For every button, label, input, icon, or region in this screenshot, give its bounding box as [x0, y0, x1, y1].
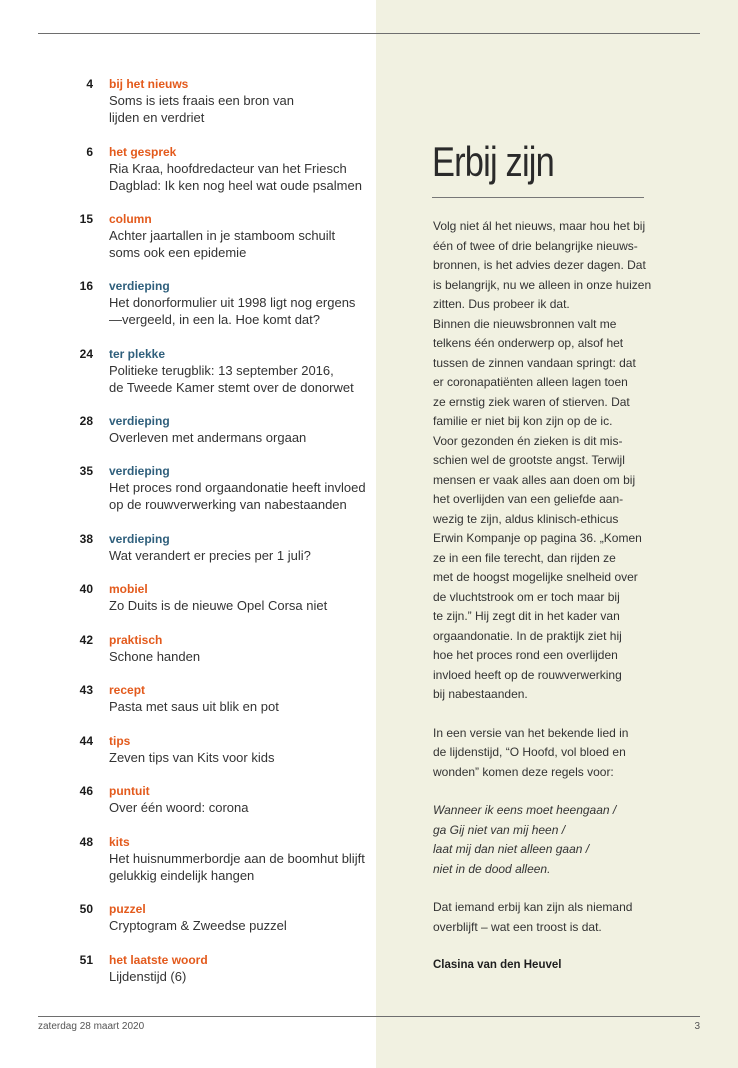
toc-category: verdieping — [109, 464, 170, 478]
toc-description: Politieke terugblik: 13 september 2016, de Tweede Kamer stemt over de donorwet — [109, 363, 354, 395]
toc-entry-body — [109, 632, 374, 665]
toc-entry-body — [109, 76, 374, 126]
toc-category: puntuit — [109, 784, 150, 798]
toc-description: Het donorformulier uit 1998 ligt nog ergens —vergeeld, in een la. Hoe komt dat? — [109, 295, 356, 327]
toc-category: tips — [109, 734, 131, 748]
toc-category: verdieping — [109, 414, 170, 428]
toc-entry-body — [109, 278, 374, 328]
toc-category: ter plekke — [109, 347, 166, 361]
toc-entry-body — [109, 783, 374, 816]
toc-description: Pasta met saus uit blik en pot — [109, 699, 279, 714]
editorial-paragraph: Volg niet ál het nieuws, maar hou het bij één of twee of drie belangrijke nieuws- bronnen, is het advies dezer dagen. Dat is belangrijk, nu we alleen in onze huizen zitten. Dus probeer ik dat. Binnen die nieuwsbronnen valt me telkens één onderwerp op, alsof het tussen de zinnen vandaan springt: dat er coronapatiënten alleen lagen toen ze ernstig ziek waren of stierven. Dat familie er niet bij kon zijn op de ic. Voor gezonden én zieken is dit mis- schien wel de grootste angst. Terwijl mensen er vaak alles aan doen om bij het overlijden van een geliefde aan- wezig te zijn, aldus klinisch-ethicus Erwin Kompanje op pagina 36. „Komen ze in een file terecht, dan rijden ze met de hoogst mogelijke snelheid over de vluchtstrook om er toch maar bij te zijn.” Hij zegt dit in het kader van orgaandonatie. In de praktijk ziet hij hoe het proces rond een overlijden invloed heeft op de rouwverwerking bij nabestaanden. — [433, 219, 652, 701]
top-rule — [38, 33, 700, 34]
toc-page-number: 16 — [79, 279, 93, 293]
toc-entry-body — [109, 901, 374, 934]
toc-page-number: 4 — [86, 77, 93, 91]
toc-description: Het huisnummerbordje aan de boomhut blijft gelukkig eindelijk hangen — [109, 851, 365, 883]
toc-category: verdieping — [109, 532, 170, 546]
footer-date: zaterdag 28 maart 2020 — [38, 1021, 145, 1032]
toc-description: Overleven met andermans orgaan — [109, 430, 307, 445]
toc-page-number: 40 — [79, 582, 93, 596]
toc-category: puzzel — [109, 902, 146, 916]
toc-category: column — [109, 212, 152, 226]
toc-category: verdieping — [109, 279, 170, 293]
toc-description: Soms is iets fraais een bron van lijden en verdriet — [109, 93, 294, 125]
toc-description: Cryptogram & Zweedse puzzel — [109, 918, 287, 933]
toc-page-number: 6 — [86, 145, 93, 159]
toc-page-number: 43 — [79, 683, 93, 697]
toc-entry-body — [109, 346, 374, 396]
toc-category: het laatste woord — [109, 953, 208, 967]
toc-description: Ria Kraa, hoofdredacteur van het Friesch Dagblad: Ik ken nog heel wat oude psalmen — [109, 161, 362, 193]
toc-entry-body — [109, 682, 374, 715]
toc-description: Over één woord: corona — [109, 800, 249, 815]
toc-page-number: 28 — [79, 414, 93, 428]
toc-entry-body — [109, 144, 374, 194]
toc-page-number: 42 — [79, 633, 93, 647]
toc-page-number: 35 — [79, 464, 93, 478]
editorial-title: Erbij zijn — [432, 138, 554, 185]
toc-description: Het proces rond orgaandonatie heeft invloed op de rouwverwerking van nabestaanden — [109, 480, 366, 512]
toc-page-number: 15 — [79, 212, 93, 226]
toc-entry-body — [109, 834, 374, 884]
editorial-article — [433, 217, 665, 976]
toc-category: kits — [109, 835, 130, 849]
toc-page-number: 24 — [79, 347, 93, 361]
toc-category: bij het nieuws — [109, 77, 189, 91]
toc-entry-body — [109, 952, 374, 985]
toc-entry-body — [109, 463, 374, 513]
toc-page-number: 46 — [79, 784, 93, 798]
toc-category: het gesprek — [109, 145, 177, 159]
toc-category: mobiel — [109, 582, 148, 596]
toc-description: Achter jaartallen in je stamboom schuilt soms ook een epidemie — [109, 228, 336, 260]
toc-page-number: 38 — [79, 532, 93, 546]
toc-description: Zeven tips van Kits voor kids — [109, 750, 275, 765]
toc-page-number: 44 — [79, 734, 93, 748]
toc-entry-body — [109, 531, 374, 564]
page-number: 3 — [694, 1021, 700, 1032]
editorial-paragraph: In een versie van het bekende lied in de lijdenstijd, “O Hoofd, vol bloed en wonden” komen deze regels voor: — [433, 725, 629, 779]
bottom-rule — [38, 1016, 700, 1017]
toc-category: recept — [109, 683, 146, 697]
toc-page-number: 48 — [79, 835, 93, 849]
toc-description: Lijdenstijd (6) — [109, 969, 187, 984]
toc-category: praktisch — [109, 633, 163, 647]
toc-page-number: 50 — [79, 902, 93, 916]
toc-description: Zo Duits is de nieuwe Opel Corsa niet — [109, 598, 328, 613]
toc-entry-body — [109, 211, 374, 261]
toc-description: Wat verandert er precies per 1 juli? — [109, 548, 311, 563]
editorial-author: Clasina van den Heuvel — [433, 959, 562, 971]
toc-entry-body — [109, 413, 374, 446]
editorial-paragraph: Dat iemand erbij kan zijn als niemand overblijft – wat een troost is dat. — [433, 900, 633, 934]
title-rule — [432, 197, 644, 198]
toc-description: Schone handen — [109, 649, 201, 664]
editorial-poem: Wanneer ik eens moet heengaan / ga Gij niet van mij heen / laat mij dan niet alleen gaan / niet in de dood alleen. — [433, 803, 617, 876]
toc-entry-body — [109, 581, 374, 614]
toc-page-number: 51 — [79, 953, 93, 967]
toc-entry-body — [109, 733, 374, 766]
